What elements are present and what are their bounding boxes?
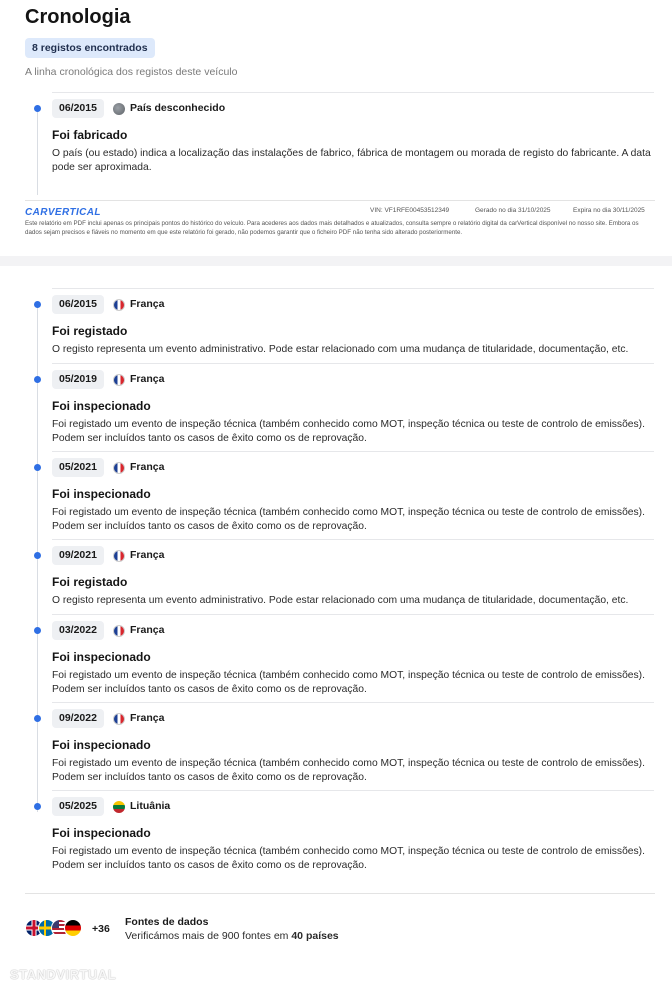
entry-separator [52,539,654,540]
entry-separator [52,451,654,452]
entry-description: Foi registado um evento de inspeção técnica (também conhecido como MOT, inspeção técnica ou teste de controlo de emissões). Podem ser incluídos tanto os casos de êxito como os de reprovação. [52,758,645,783]
entry-title: Foi fabricado [52,128,128,142]
more-countries-count: +36 [92,923,110,935]
germany-flag-icon [64,919,82,937]
entry-date: 09/2021 [52,546,104,565]
timeline-dot-icon [34,715,41,722]
france-flag-icon [113,374,125,386]
timeline-entry [0,92,672,192]
entry-country [113,295,164,314]
entry-description: O registo representa um evento administrativo. Pode estar relacionado com uma mudança de titularidade, documentação, etc. [52,344,629,355]
timeline-dot-icon [34,464,41,471]
entry-separator [52,363,654,364]
entry-date: 06/2015 [52,295,104,314]
page-title: Cronologia [25,6,131,28]
entry-separator [52,288,654,289]
france-flag-icon [113,550,125,562]
entry-date: 06/2015 [52,99,104,118]
entry-country-name: França [130,373,165,385]
entry-country-name: França [130,298,165,310]
footer-divider [25,200,655,201]
entry-country-name: França [130,712,165,724]
france-flag-icon [113,462,125,474]
entry-country [113,370,164,389]
sources-divider [25,893,655,894]
entry-description: O país (ou estado) indica a localização das instalações de fabrico, fábrica de montagem ou morada de registo do fabricante. A data pode ser aproximada. [52,148,651,173]
sources-description [125,930,339,942]
entry-separator [52,702,654,703]
entry-title: Foi registado [52,575,128,589]
france-flag-icon [113,713,125,725]
report-page-1 [0,0,672,256]
entry-description: Foi registado um evento de inspeção técnica (também conhecido como MOT, inspeção técnica ou teste de controlo de emissões). Podem ser incluídos tanto os casos de êxito como os de reprovação. [52,846,645,871]
entry-country [113,458,164,477]
entry-description: Foi registado um evento de inspeção técnica (também conhecido como MOT, inspeção técnica ou teste de controlo de emissões). Podem ser incluídos tanto os casos de êxito como os de reprovação. [52,419,645,444]
france-flag-icon [113,299,125,311]
page-subtitle: A linha cronológica dos registos deste veículo [25,66,238,78]
entry-date: 05/2025 [52,797,104,816]
footer-legal-notice: Este relatório em PDF inclui apenas os principais pontos do histórico do veículo. Para acederes aos dados mais detalhados e atualizados, consulta sempre o relatório digital da carVertical disponível no nosso site. Embora os dados sejam precisos e fiáveis no momento em que este relatório foi gerado, não podemos garantir que o ficheiro PDF não tenha sido alterado posteriormente. [25,220,639,236]
entry-description: Foi registado um evento de inspeção técnica (também conhecido como MOT, inspeção técnica ou teste de controlo de emissões). Podem ser incluídos tanto os casos de êxito como os de reprovação. [52,507,645,532]
entry-description: Foi registado um evento de inspeção técnica (também conhecido como MOT, inspeção técnica ou teste de controlo de emissões). Podem ser incluídos tanto os casos de êxito como os de reprovação. [52,670,645,695]
entry-date: 09/2022 [52,709,104,728]
entry-country [113,546,164,565]
sources-title: Fontes de dados [125,916,209,928]
lithuania-flag-icon [113,801,125,813]
timeline-dot-icon [34,803,41,810]
footer-expiry-date: Expira no dia 30/11/2025 [573,207,645,214]
globe-icon [113,103,125,115]
carvertical-logo: CARVERTICAL [25,207,101,218]
report-page-2 [0,266,672,1000]
entry-date: 05/2019 [52,370,104,389]
entry-title: Foi inspecionado [52,738,151,752]
timeline-dot-icon [34,627,41,634]
sources-countries-count: 40 países [291,930,339,942]
entry-country [113,621,164,640]
source-country-flags [25,919,95,937]
entry-country-name: França [130,624,165,636]
entry-date: 05/2021 [52,458,104,477]
entry-title: Foi inspecionado [52,826,151,840]
records-count-badge: 8 registos encontrados [25,38,155,58]
timeline-dot-icon [34,376,41,383]
entry-separator [52,92,654,93]
entry-date: 03/2022 [52,621,104,640]
entry-country-name: França [130,461,165,473]
entry-title: Foi inspecionado [52,399,151,413]
entry-separator [52,790,654,791]
entry-country [113,709,164,728]
timeline-dot-icon [34,301,41,308]
timeline-dot-icon [34,105,41,112]
entry-title: Foi registado [52,324,128,338]
entry-country [113,797,170,816]
france-flag-icon [113,625,125,637]
sources-description-text: Verificámos mais de 900 fontes em [125,930,292,942]
entry-title: Foi inspecionado [52,487,151,501]
entry-description: O registo representa um evento administrativo. Pode estar relacionado com uma mudança de titularidade, documentação, etc. [52,595,629,606]
footer-generated-date: Gerado no dia 31/10/2025 [475,207,551,214]
entry-country-name: País desconhecido [130,102,226,114]
standvirtual-watermark: STANDVIRTUAL [10,967,117,982]
entry-country [113,99,225,118]
entry-country-name: Lituânia [130,800,171,812]
timeline-dot-icon [34,552,41,559]
entry-title: Foi inspecionado [52,650,151,664]
entry-separator [52,614,654,615]
footer-vin: VIN: VF1RFE00453512349 [370,207,450,214]
entry-country-name: França [130,549,165,561]
